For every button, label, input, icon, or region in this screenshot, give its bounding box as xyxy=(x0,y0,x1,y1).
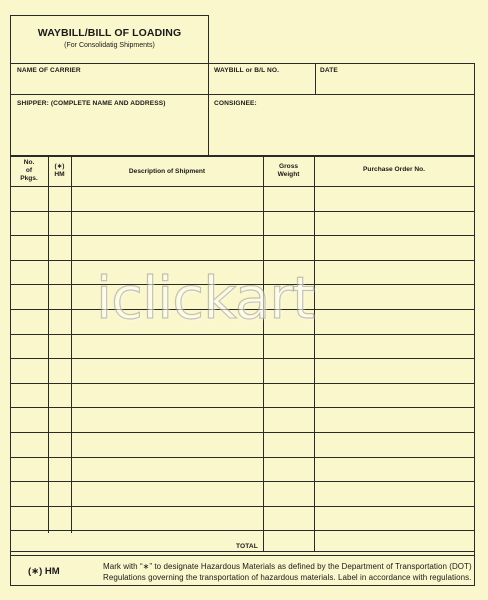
title-box xyxy=(10,15,209,63)
table-row-rule xyxy=(10,358,475,359)
shipper-label: SHIPPER: (COMPLETE NAME AND ADDRESS) xyxy=(17,100,166,107)
table-row-rule xyxy=(10,506,475,507)
table-row-rule xyxy=(10,260,475,261)
date-label: DATE xyxy=(320,67,338,74)
table-row-rule xyxy=(10,457,475,458)
col-header-description: Description of Shipment xyxy=(128,168,206,175)
hazmat-note-line2: Regulations governing the transportation of hazardous materials. Label in accordance with regulations. xyxy=(103,573,472,582)
col-divider-description xyxy=(263,155,264,551)
col-header-po: Purchase Order No. xyxy=(363,166,425,173)
carrier-label: NAME OF CARRIER xyxy=(17,67,81,74)
shipper-bottom-rule xyxy=(10,155,475,157)
watermark-logo xyxy=(96,262,396,334)
table-row-rule xyxy=(10,334,475,335)
form-title: WAYBILL/BILL OF LOADING xyxy=(37,27,182,39)
watermark-text: iclickart xyxy=(96,264,314,332)
table-row-rule xyxy=(10,284,475,285)
total-bottom-rule xyxy=(10,551,475,552)
mid-divider xyxy=(208,63,209,155)
table-row-rule xyxy=(10,432,475,433)
col-header-pkgs: No. of Pkgs. xyxy=(20,159,38,182)
table-row-rule xyxy=(10,186,475,187)
form-left-rule xyxy=(10,63,11,586)
form-subtitle: (For Consolidatig Shipments) xyxy=(64,42,155,49)
table-row-rule xyxy=(10,235,475,236)
table-row-rule xyxy=(10,383,475,384)
form-bottom-rule xyxy=(10,585,475,586)
col-header-weight: Gross Weight xyxy=(277,163,300,178)
consignee-label: CONSIGNEE: xyxy=(214,100,257,107)
table-row-rule xyxy=(10,309,475,310)
waybill-label: WAYBILL or B/L NO. xyxy=(214,67,280,74)
table-row-rule xyxy=(10,481,475,482)
date-divider xyxy=(315,63,316,94)
col-divider-weight xyxy=(314,155,315,551)
table-row-rule xyxy=(10,407,475,408)
carrier-bottom-rule xyxy=(10,94,475,95)
form-top-rule xyxy=(10,63,475,64)
hm-legend: (∗) HM xyxy=(28,566,60,577)
table-row-rule xyxy=(10,555,475,556)
col-header-hm: (∗) HM xyxy=(54,163,65,178)
total-label: TOTAL xyxy=(236,543,258,550)
hazmat-note-line1: Mark with “∗” to designate Hazardous Materials as defined by the Department of Transportation (DOT) xyxy=(103,562,472,571)
table-row-rule xyxy=(10,211,475,212)
table-row-rule xyxy=(10,530,475,531)
form-right-rule xyxy=(474,63,475,586)
